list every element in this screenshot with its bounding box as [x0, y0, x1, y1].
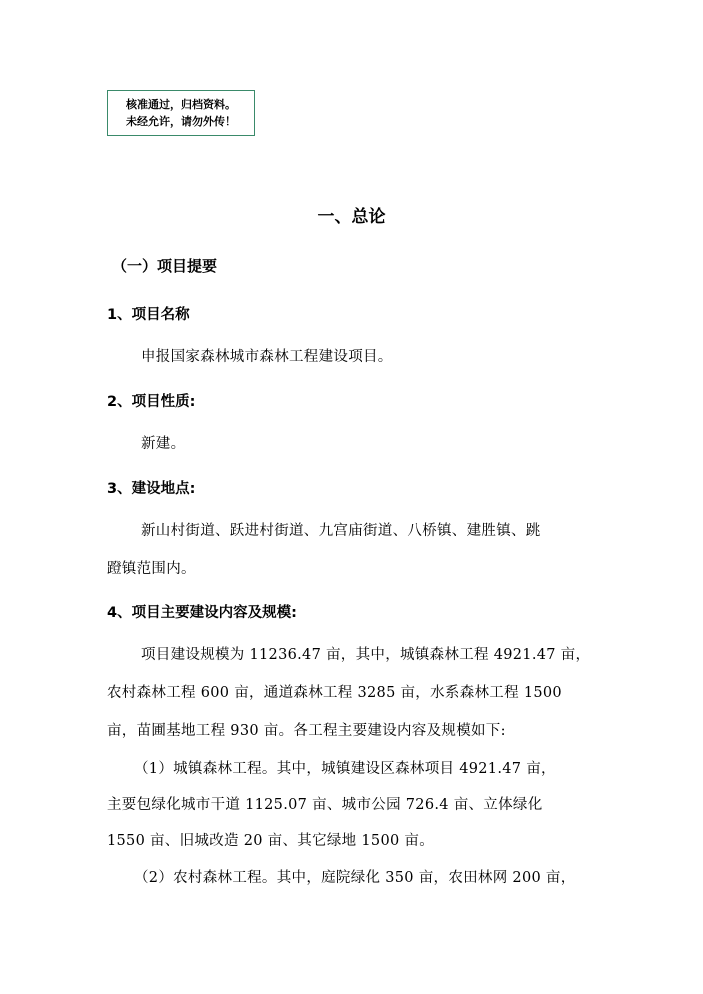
- item-4-text-line-3: 亩，苗圃基地工程 930 亩。各工程主要建设内容及规模如下:: [107, 723, 506, 739]
- item-1-text: 申报国家森林城市森林工程建设项目。: [141, 349, 393, 365]
- item-4-text-line-7: （2）农村森林工程。其中，庭院绿化 350 亩，农田林网 200 亩，: [134, 870, 576, 886]
- approval-stamp: [107, 90, 255, 136]
- item-4-text-line-1: 项目建设规模为 11236.47 亩，其中，城镇森林工程 4921.47 亩，: [141, 647, 591, 663]
- item-3-text-line-1: 新山村街道、跃进村街道、九宫庙街道、八桥镇、建胜镇、跳: [141, 523, 541, 539]
- stamp-line-1: 核准通过，归档资料。: [126, 98, 236, 111]
- item-3-text-line-2: 蹬镇范围内。: [107, 561, 196, 577]
- item-4-text-line-4: （1）城镇森林工程。其中，城镇建设区森林项目 4921.47 亩，: [134, 761, 556, 777]
- item-4-text-line-5: 主要包绿化城市干道 1125.07 亩、城市公园 726.4 亩、立体绿化: [107, 797, 543, 813]
- section-heading: （一）项目提要: [112, 257, 218, 275]
- item-4-text-line-2: 农村森林工程 600 亩，通道森林工程 3285 亩，水系森林工程 1500: [107, 685, 562, 701]
- item-2-heading: 2、项目性质:: [107, 394, 196, 410]
- item-4-text-line-6: 1550 亩、旧城改造 20 亩、其它绿地 1500 亩。: [107, 833, 434, 849]
- item-2-text: 新建。: [141, 436, 186, 452]
- chapter-title: 一、总论: [317, 207, 386, 227]
- item-1-heading: 1、项目名称: [107, 307, 190, 323]
- stamp-line-2: 未经允许，请勿外传！: [126, 115, 236, 128]
- item-4-heading: 4、项目主要建设内容及规模:: [107, 605, 297, 621]
- item-3-heading: 3、建设地点:: [107, 481, 196, 497]
